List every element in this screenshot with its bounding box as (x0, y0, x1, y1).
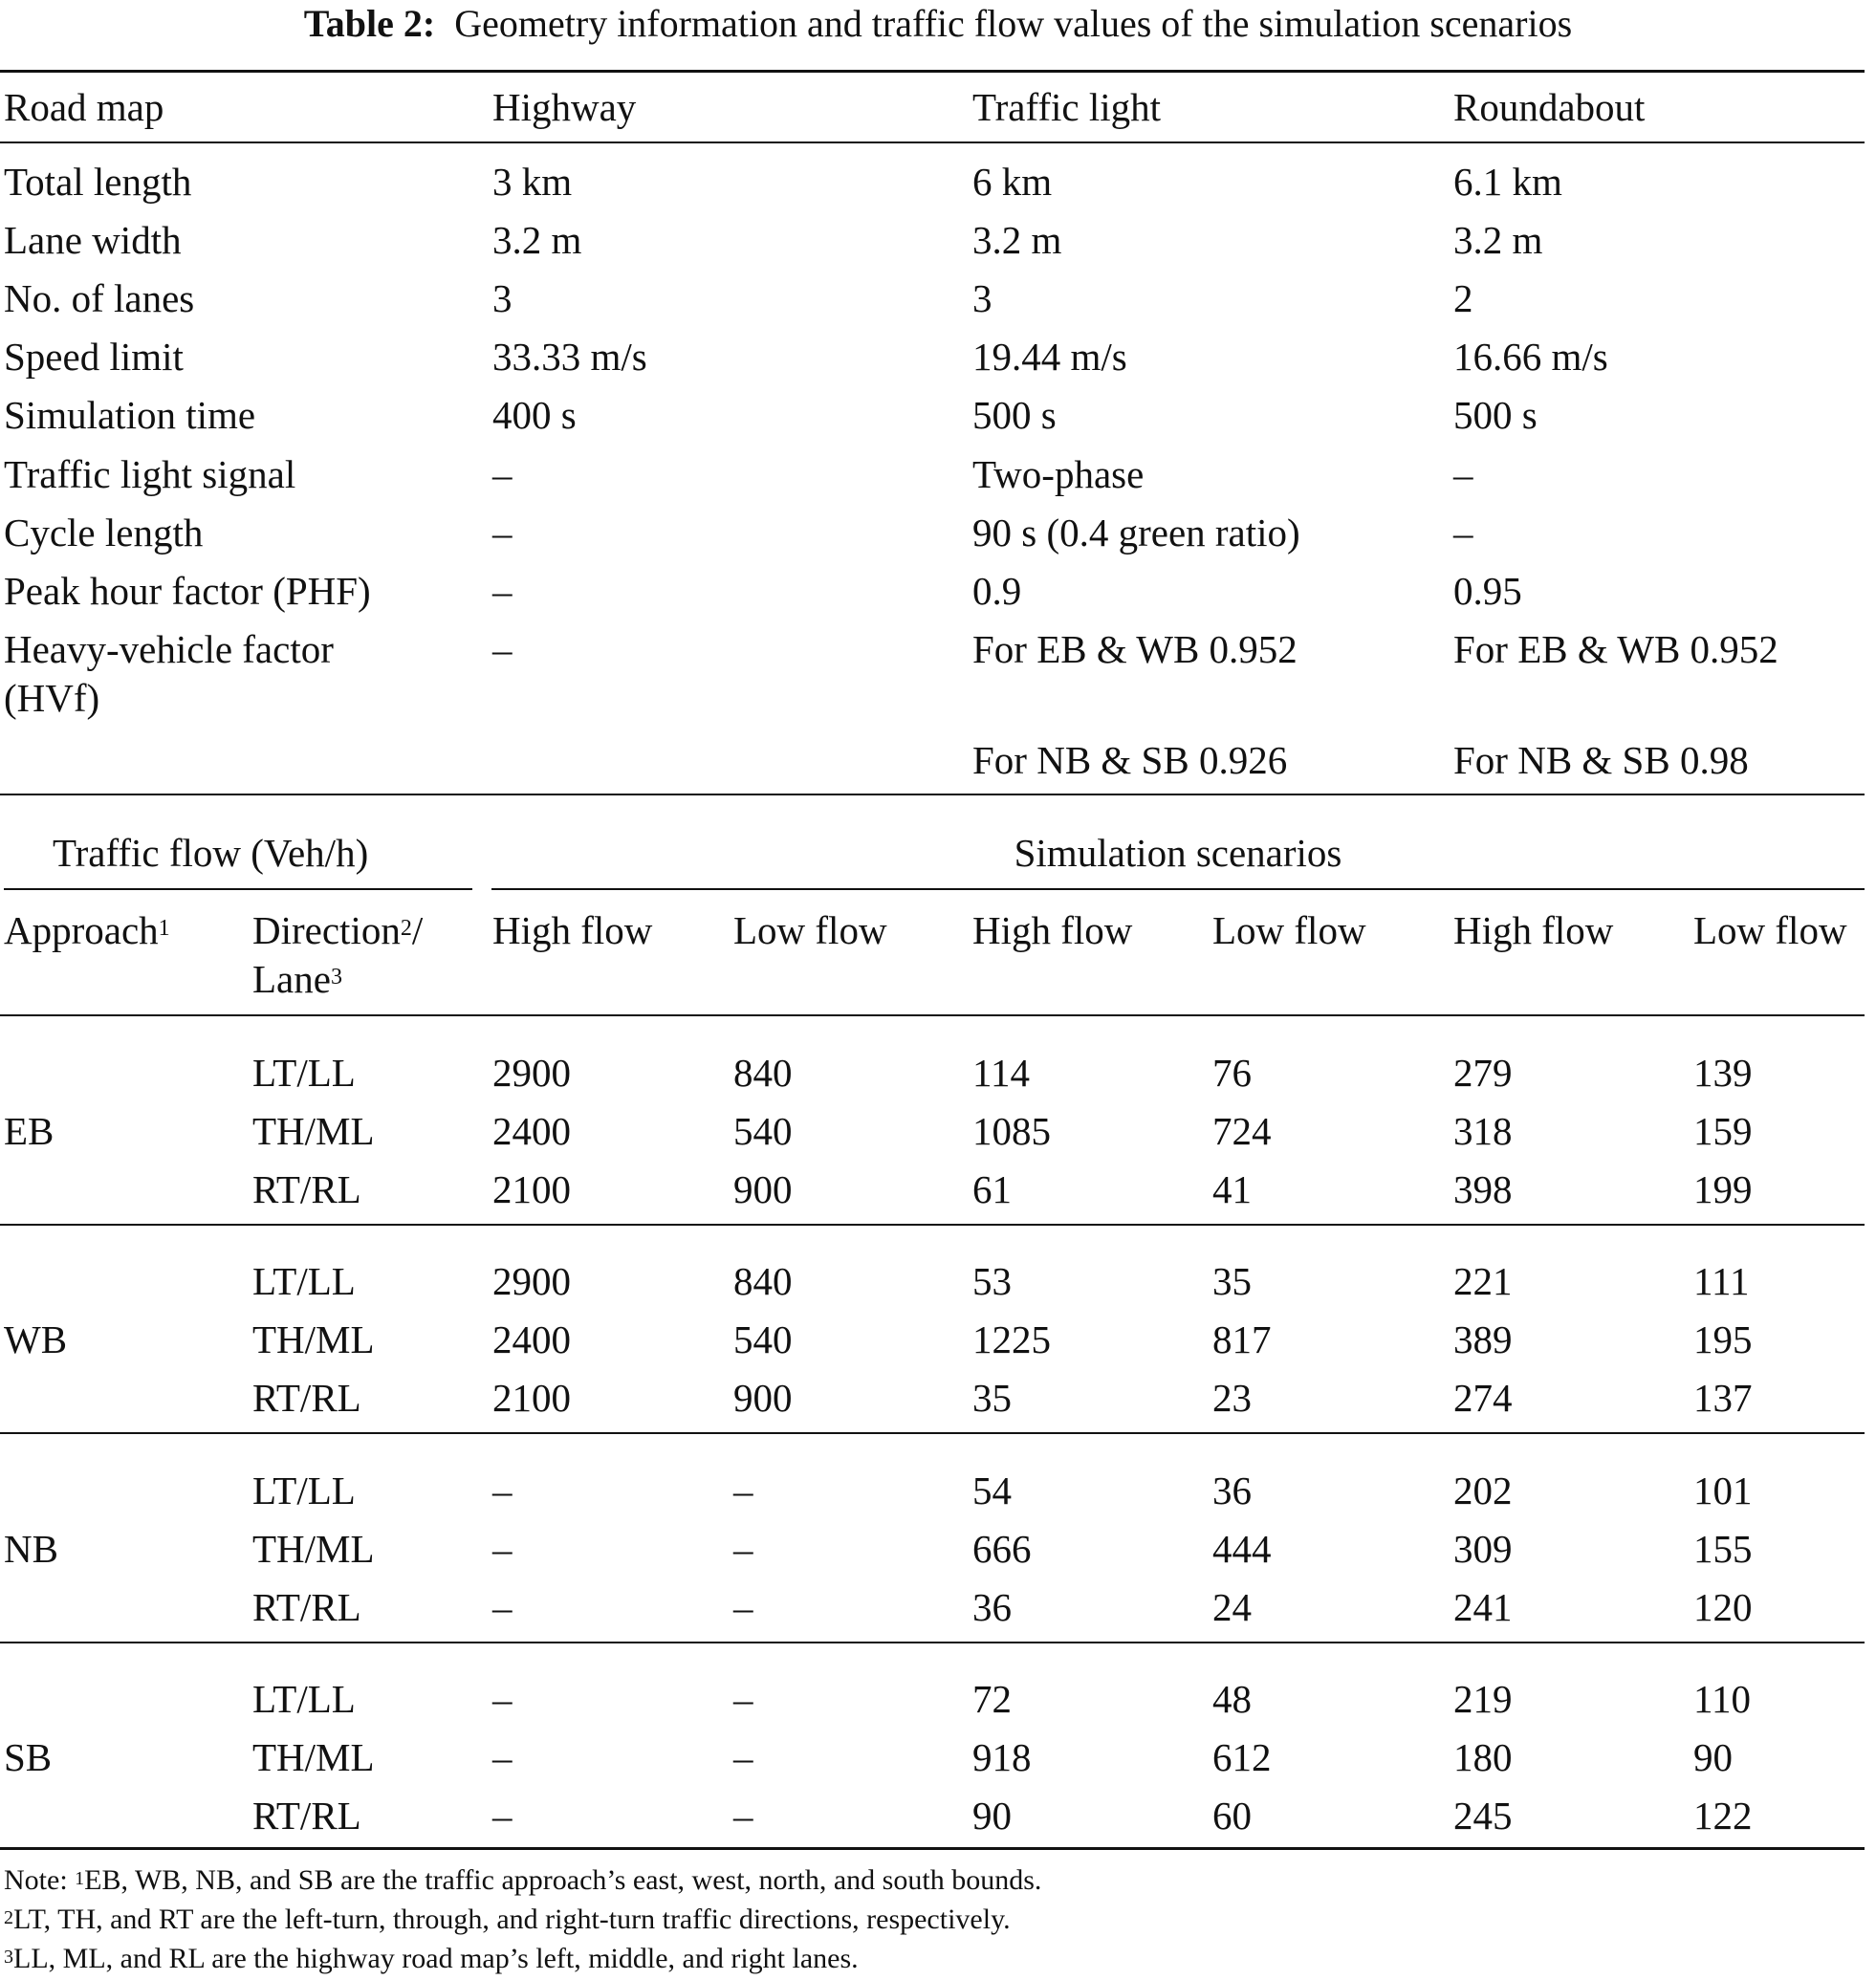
flow-cell: TH/ML (252, 1109, 375, 1153)
flow-cell: 1225 (972, 1317, 1051, 1361)
geometry-cell: 3 km (492, 160, 573, 204)
flow-cell: 389 (1453, 1317, 1513, 1361)
geometry-cell: 16.66 m/s (1453, 335, 1608, 379)
flow-cell: – (733, 1527, 753, 1571)
geometry-cell: – (1453, 511, 1473, 555)
direction-header (252, 904, 423, 956)
flow-cell: 114 (972, 1051, 1030, 1095)
flow-cell: 110 (1693, 1677, 1751, 1721)
geometry-cell: 3.2 m (492, 218, 582, 262)
flow-cell: – (733, 1469, 753, 1512)
flow-cell: 36 (1212, 1469, 1252, 1512)
header-cell: Roundabout (1453, 85, 1646, 129)
hvf-cell: For EB & WB 0.952 (972, 627, 1298, 671)
flow-cell: 159 (1693, 1109, 1753, 1153)
flow-cell: 245 (1453, 1794, 1513, 1838)
bottom-rule (0, 1847, 1865, 1850)
header-text: Lane (252, 957, 331, 1001)
flow-cell: 398 (1453, 1167, 1513, 1211)
flow-cell: 2900 (492, 1259, 571, 1303)
note-text: LL, ML, and RL are the highway road map’s left, middle, and right lanes. (13, 1943, 859, 1974)
flow-cell: 918 (972, 1735, 1032, 1779)
traffic-flow-header-rule (4, 888, 472, 890)
hvf-cell: For NB & SB 0.98 (1453, 738, 1749, 782)
geometry-cell: Simulation time (4, 393, 256, 437)
geometry-cell: – (1453, 452, 1473, 496)
flow-cell: 221 (1453, 1259, 1513, 1303)
flow-cell: 2100 (492, 1167, 571, 1211)
footnote-marker: 3 (4, 1947, 13, 1968)
flow-cell: 219 (1453, 1677, 1513, 1721)
geometry-cell: 3 (972, 276, 993, 320)
flow-cell: 53 (972, 1259, 1012, 1303)
geometry-cell: 3.2 m (972, 218, 1062, 262)
flow-cell: 612 (1212, 1735, 1272, 1779)
footnote-marker: 2 (4, 1907, 13, 1928)
footnote-marker: 3 (330, 965, 342, 990)
flow-col-header: High flow (492, 908, 653, 952)
flow-cell: – (492, 1469, 513, 1512)
flow-cell: 54 (972, 1469, 1012, 1512)
flow-cell: 666 (972, 1527, 1032, 1571)
hvf-label: Heavy-vehicle factor (4, 627, 334, 671)
flow-cell: 840 (733, 1259, 793, 1303)
header-cell: Highway (492, 85, 637, 129)
geometry-cell: Speed limit (4, 335, 184, 379)
flow-cell: RT/RL (252, 1167, 361, 1211)
flow-cell: 2400 (492, 1109, 571, 1153)
flow-cell: 155 (1693, 1527, 1753, 1571)
geometry-cell: 2 (1453, 276, 1473, 320)
flow-cell: 2100 (492, 1376, 571, 1420)
geometry-cell: 400 s (492, 393, 577, 437)
note-prefix: Note: (4, 1864, 76, 1896)
flow-cell: 122 (1693, 1794, 1753, 1838)
geometry-cell: 500 s (972, 393, 1057, 437)
flow-cell: 101 (1693, 1469, 1753, 1512)
flow-cell: 90 (972, 1794, 1012, 1838)
hvf-label: (HVf) (4, 676, 100, 720)
approach-header (4, 904, 170, 956)
hvf-cell: For NB & SB 0.926 (972, 738, 1288, 782)
group-header: Simulation scenarios (1014, 831, 1342, 875)
group-rule-nb-sb (0, 1642, 1865, 1643)
flow-header-rule (0, 1014, 1865, 1016)
geometry-cell: Traffic light signal (4, 452, 296, 496)
footnote-marker: 2 (400, 916, 412, 941)
geometry-cell: 500 s (1453, 393, 1538, 437)
flow-cell: 139 (1693, 1051, 1753, 1095)
geometry-cell: – (492, 511, 513, 555)
geometry-cell: Peak hour factor (PHF) (4, 569, 371, 613)
caption-label: Table 2: (303, 2, 436, 45)
flow-cell: 111 (1693, 1259, 1750, 1303)
flow-cell: – (492, 1794, 513, 1838)
flow-cell: 1085 (972, 1109, 1051, 1153)
flow-cell: 76 (1212, 1051, 1252, 1095)
geometry-cell: – (492, 452, 513, 496)
geometry-cell: 19.44 m/s (972, 335, 1127, 379)
flow-cell: 180 (1453, 1735, 1513, 1779)
flow-cell: 35 (1212, 1259, 1252, 1303)
group-header: Traffic flow (Veh/h) (53, 831, 369, 875)
flow-cell: TH/ML (252, 1735, 375, 1779)
flow-cell: 724 (1212, 1109, 1272, 1153)
flow-cell: RT/RL (252, 1376, 361, 1420)
flow-cell: 2900 (492, 1051, 571, 1095)
hvf-cell: – (492, 627, 513, 671)
flow-cell: 318 (1453, 1109, 1513, 1153)
flow-cell: – (492, 1585, 513, 1629)
header-cell: Traffic light (972, 85, 1162, 129)
flow-cell: 36 (972, 1585, 1012, 1629)
flow-cell: 279 (1453, 1051, 1513, 1095)
flow-cell: 817 (1212, 1317, 1272, 1361)
flow-cell: 274 (1453, 1376, 1513, 1420)
geometry-cell: 6.1 km (1453, 160, 1562, 204)
flow-cell: 540 (733, 1317, 793, 1361)
geometry-cell: 90 s (0.4 green ratio) (972, 511, 1300, 555)
geometry-cell: 0.95 (1453, 569, 1522, 613)
top-rule (0, 70, 1865, 73)
caption-text: Geometry information and traffic flow values of the simulation scenarios (454, 2, 1573, 45)
geometry-cell: 3 (492, 276, 513, 320)
approach-cell: SB (4, 1735, 53, 1779)
geometry-cell: 0.9 (972, 569, 1022, 613)
section-rule (0, 794, 1865, 795)
group-rule-eb-wb (0, 1224, 1865, 1226)
geometry-cell: Total length (4, 160, 192, 204)
flow-cell: TH/ML (252, 1317, 375, 1361)
flow-cell: 540 (733, 1109, 793, 1153)
flow-col-header: High flow (1453, 908, 1614, 952)
note-text: EB, WB, NB, and SB are the traffic approach’s east, west, north, and south bounds. (84, 1864, 1042, 1896)
hvf-cell: For EB & WB 0.952 (1453, 627, 1778, 671)
group-rule-wb-nb (0, 1432, 1865, 1434)
flow-cell: 120 (1693, 1585, 1753, 1629)
flow-cell: LT/LL (252, 1051, 356, 1095)
footnote-3 (4, 1940, 859, 1978)
flow-cell: 840 (733, 1051, 793, 1095)
flow-cell: 72 (972, 1677, 1012, 1721)
flow-cell: 23 (1212, 1376, 1252, 1420)
flow-cell: 199 (1693, 1167, 1753, 1211)
flow-cell: 900 (733, 1376, 793, 1420)
flow-cell: 309 (1453, 1527, 1513, 1571)
lane-header (252, 953, 342, 1005)
approach-cell: NB (4, 1527, 58, 1571)
geometry-cell: Cycle length (4, 511, 204, 555)
approach-cell: EB (4, 1109, 55, 1153)
footnote-marker: 1 (75, 1868, 85, 1889)
flow-cell: 48 (1212, 1677, 1252, 1721)
flow-cell: – (733, 1794, 753, 1838)
flow-cell: 60 (1212, 1794, 1252, 1838)
flow-cell: 41 (1212, 1167, 1252, 1211)
geometry-cell: 3.2 m (1453, 218, 1543, 262)
flow-cell: – (733, 1585, 753, 1629)
flow-cell: 2400 (492, 1317, 571, 1361)
header-text: Direction (252, 908, 401, 952)
flow-cell: LT/LL (252, 1677, 356, 1721)
flow-cell: 202 (1453, 1469, 1513, 1512)
flow-col-header: Low flow (1693, 908, 1847, 952)
flow-cell: 241 (1453, 1585, 1513, 1629)
flow-cell: – (733, 1735, 753, 1779)
flow-cell: – (492, 1677, 513, 1721)
footnote-1 (4, 1861, 1041, 1900)
flow-cell: 24 (1212, 1585, 1252, 1629)
header-text: / (411, 908, 424, 952)
approach-cell: WB (4, 1317, 68, 1361)
flow-cell: RT/RL (252, 1585, 361, 1629)
geometry-cell: Two-phase (972, 452, 1145, 496)
flow-cell: TH/ML (252, 1527, 375, 1571)
flow-cell: 35 (972, 1376, 1012, 1420)
flow-cell: 195 (1693, 1317, 1753, 1361)
flow-cell: – (733, 1677, 753, 1721)
geometry-cell: Lane width (4, 218, 182, 262)
flow-cell: LT/LL (252, 1469, 356, 1512)
geometry-cell: – (492, 569, 513, 613)
footnote-2 (4, 1901, 1011, 1939)
flow-cell: 900 (733, 1167, 793, 1211)
flow-col-header: Low flow (1212, 908, 1366, 952)
flow-cell: – (492, 1735, 513, 1779)
note-text: LT, TH, and RT are the left-turn, through, and right-turn traffic directions, respectively. (13, 1904, 1011, 1935)
flow-col-header: High flow (972, 908, 1133, 952)
footnote-marker: 1 (158, 916, 170, 941)
header-cell: Road map (4, 85, 164, 129)
geometry-cell: 6 km (972, 160, 1053, 204)
flow-col-header: Low flow (733, 908, 887, 952)
flow-cell: RT/RL (252, 1794, 361, 1838)
simulation-scenarios-header-rule (491, 888, 1865, 890)
geometry-cell: No. of lanes (4, 276, 195, 320)
header-rule (0, 141, 1865, 143)
flow-cell: 137 (1693, 1376, 1753, 1420)
flow-cell: 90 (1693, 1735, 1733, 1779)
table-caption (0, 0, 1876, 48)
flow-cell: 444 (1212, 1527, 1272, 1571)
flow-cell: LT/LL (252, 1259, 356, 1303)
flow-cell: 61 (972, 1167, 1012, 1211)
flow-cell: – (492, 1527, 513, 1571)
geometry-cell: 33.33 m/s (492, 335, 647, 379)
header-text: Approach (4, 908, 159, 952)
